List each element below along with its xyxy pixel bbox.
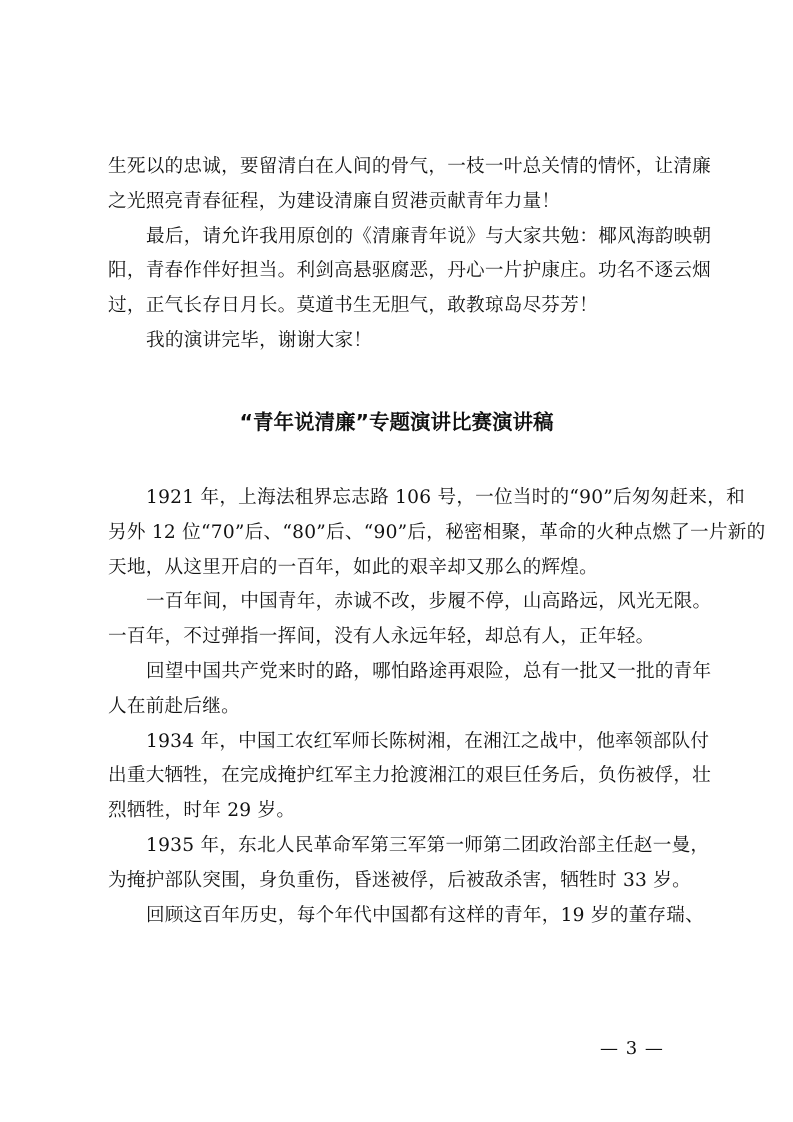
text-line: 生死以的忠诚，要留清白在人间的骨气，一枝一叶总关情的情怀，让清廉	[108, 156, 712, 177]
text-line: 另外 12 位“70”后、“80”后、“90”后，秘密相聚，革命的火种点燃了一片新的	[108, 521, 766, 543]
text-line: 一百年间，中国青年，赤诚不改，步履不停，山高路远，风光无限。	[146, 591, 712, 613]
text-line: 一百年，不过弹指一挥间，没有人永远年轻，却总有人，正年轻。	[108, 626, 655, 648]
text-line: 之光照亮青春征程，为建设清廉自贸港贡献青年力量！	[108, 190, 561, 212]
text-line: 回顾这百年历史，每个年代中国都有这样的青年，19 岁的董存瑞、	[146, 904, 704, 926]
text-line: 最后，请允许我用原创的《清廉青年说》与大家共勉：椰风海韵映朝	[146, 225, 712, 247]
text-line: 出重大牺牲，在完成掩护红军主力抢渡湘江的艰巨任务后，负伤被俘，壮	[108, 765, 712, 787]
paragraph	[108, 899, 704, 934]
text-line: 1934 年，中国工农红军师长陈树湘，在湘江之战中，他率领部队付	[146, 730, 710, 752]
paragraph	[108, 220, 712, 324]
paragraph	[108, 324, 688, 359]
section-2	[108, 481, 766, 933]
paragraph	[108, 150, 712, 220]
page-number: — 3 —	[600, 1038, 664, 1059]
document-title: “青年说清廉”专题演讲比赛演讲稿	[239, 410, 554, 434]
text-line: 1935 年，东北人民革命军第三军第一师第二团政治部主任赵一曼，	[146, 834, 710, 856]
paragraph	[108, 585, 712, 655]
text-line: 天地，从这里开启的一百年，如此的艰辛却又那么的辉煌。	[108, 556, 598, 578]
text-line: 阳，青春作伴好担当。利剑高悬驱腐恶，丹心一片护康庄。功名不逐云烟	[108, 260, 712, 282]
section-1	[108, 150, 712, 359]
paragraph	[108, 725, 712, 829]
text-line: 烈牺牲，时年 29 岁。	[108, 800, 296, 822]
text-line: 过，正气长存日月长。莫道书生无胆气，敢教琼岛尽芬芳！	[108, 295, 598, 317]
paragraph	[108, 481, 766, 585]
paragraph	[108, 655, 712, 725]
text-line: 1921 年，上海法租界忘志路 106 号，一位当时的“90”后匆匆赶来，和	[146, 487, 745, 508]
text-line: 人在前赴后继。	[108, 695, 240, 717]
text-line: 为掩护部队突围，身负重伤，昏迷被俘，后被敌杀害，牺牲时 33 岁。	[108, 869, 691, 891]
text-line: 我的演讲完毕，谢谢大家！	[146, 329, 373, 351]
text-line: 回望中国共产党来时的路，哪怕路途再艰险，总有一批又一批的青年	[146, 660, 712, 682]
paragraph	[108, 829, 710, 899]
